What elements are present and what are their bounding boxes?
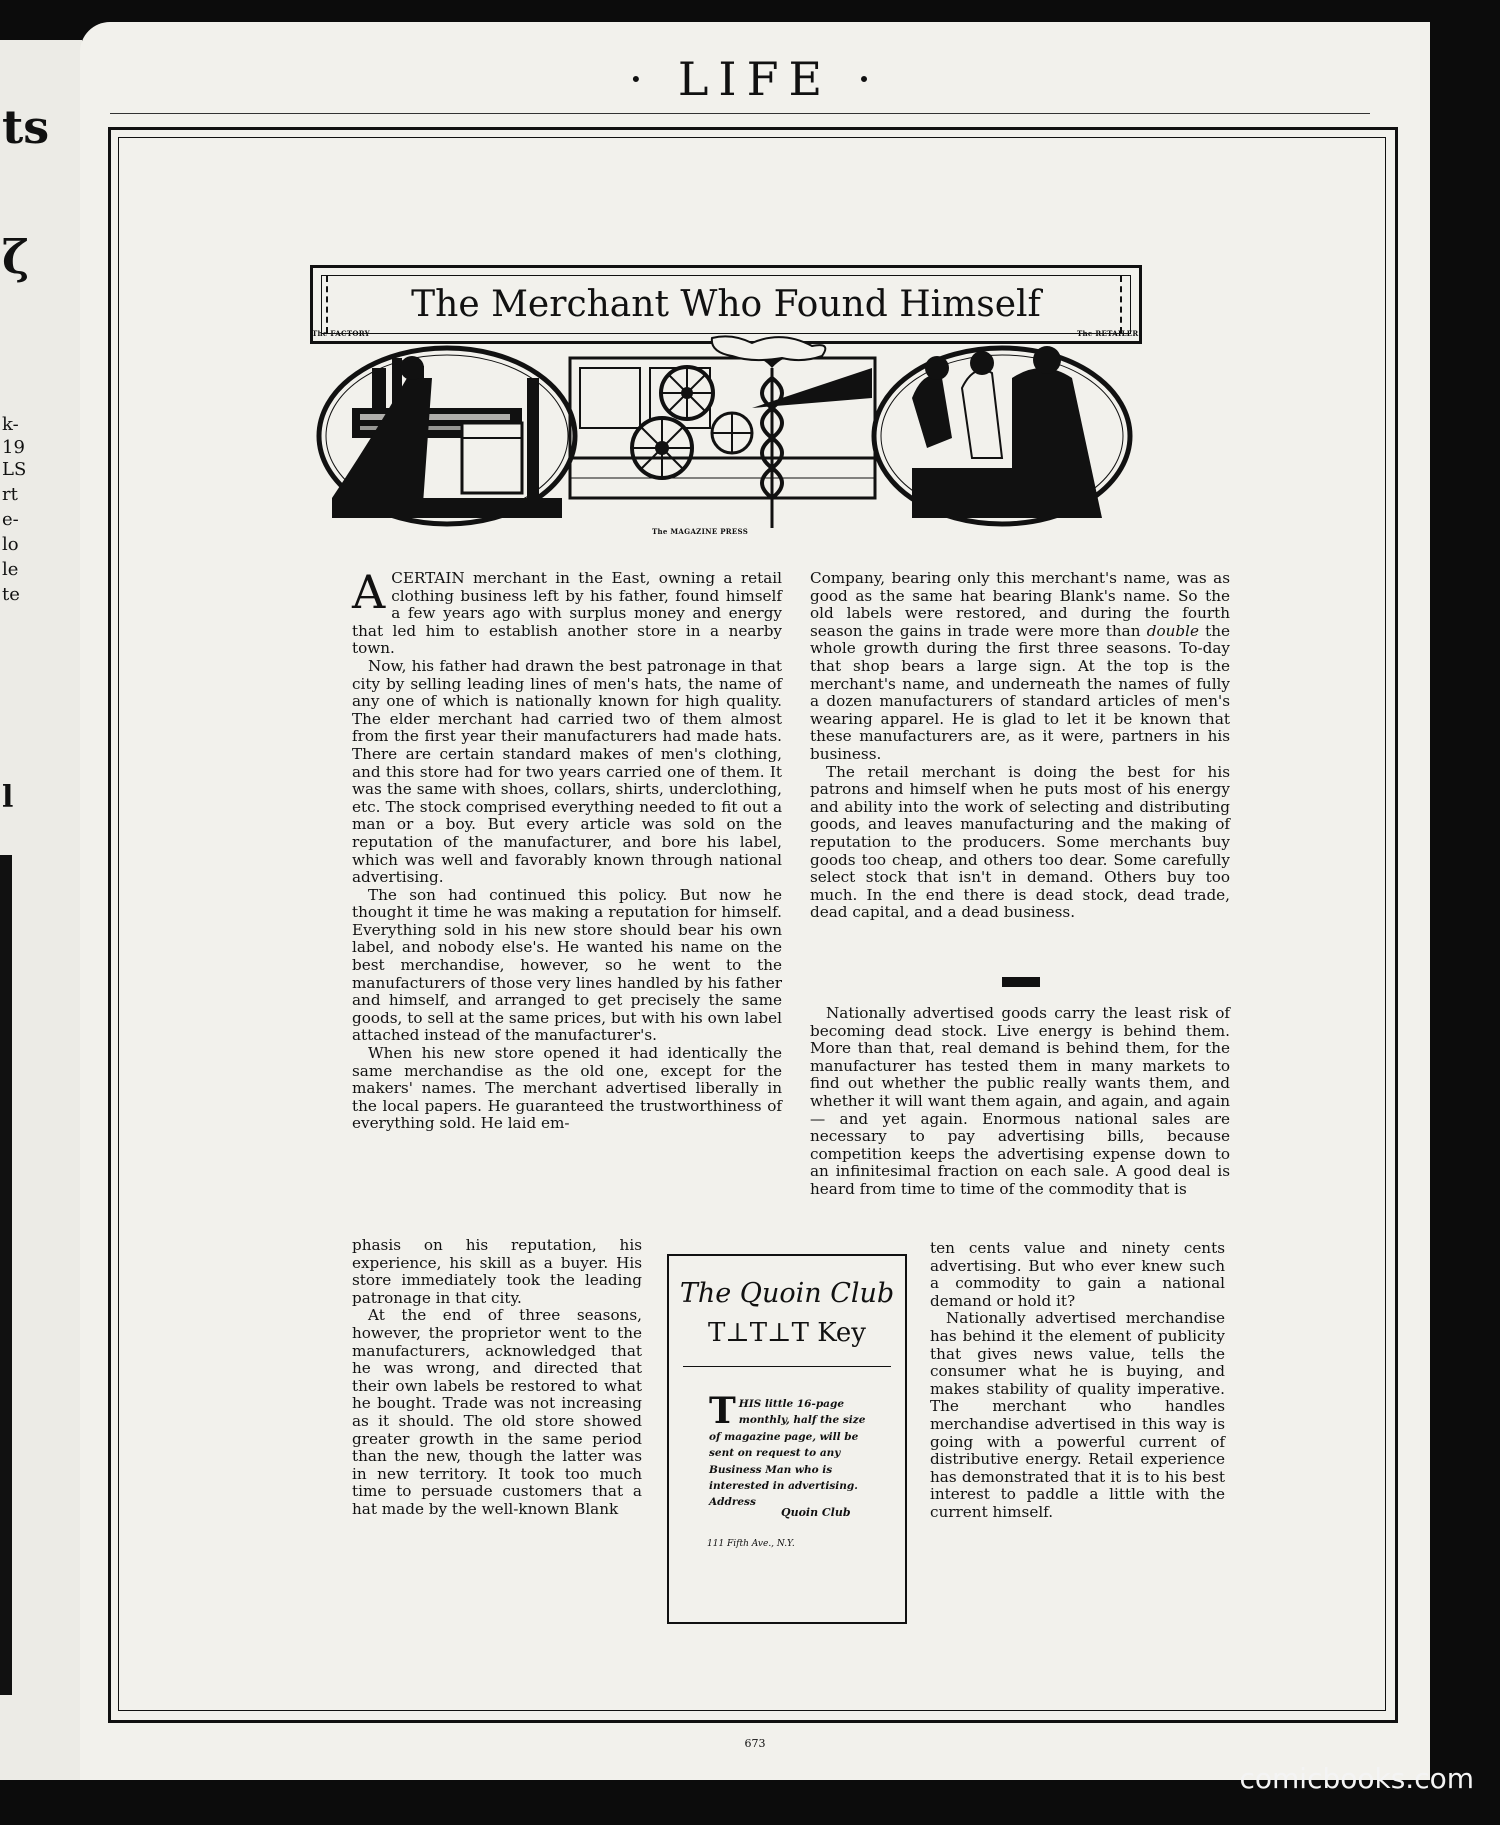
article-column-2: Company, bearing only this merchant's name, was as good as the same hat bearing Blank's name. So the old labels were restored, and during the fourth season the gains in trade were more than double the whole growth during the first three seasons. To-day that shop bears a large sign. At the top is the merchant's name, and underneath the names of fully a dozen manufacturers of standard articles of men's wearing apparel. He is glad to let it be known that these manufacturers are, as it were, partners in his business. The retail merchant is doing the best for his patrons and himself when he puts most of his energy and ability into the work of selecting and distributing goods, and leaves manufacturing and the making of reputation to the producers. Some merchants buy goods too cheap, and others too dear. Some carefully select stock that isn't in demand. Others buy too much. In the end there is dead stock, dead trade, dead capital, and a dead business. bbox=[810, 569, 1231, 922]
paragraph: ten cents value and ninety cents advertising. But who ever knew such a commodity to gain a national demand or hold it? bbox=[930, 1239, 1225, 1310]
caption-press: The MAGAZINE PRESS bbox=[652, 527, 749, 536]
paragraph: CERTAIN merchant in the East, owning a retail clothing business left by his father, found himself a few years ago with surplus money and energy that led him to establish another store in a nearby town. bbox=[352, 569, 782, 658]
paragraph: phasis on his reputation, his experience, his skill as a buyer. His store immediately took the leading patronage in that city. bbox=[352, 1236, 642, 1307]
left-page-fragment: lo bbox=[2, 534, 19, 555]
left-page-fragment: LS bbox=[2, 459, 27, 480]
left-page-fragment: l bbox=[2, 780, 14, 815]
left-page-fragment: rt bbox=[2, 484, 18, 505]
paragraph: Nationally advertised goods carry the least risk of becoming dead stock. Live energy is behind them. More than that, real demand is behind them, for the manufacturer has tested them in many markets to find out whether the public really wants them, and whether it will want them again, and again, and again — and yet again. Enormous national sales are necessary to pay advertising bills, because competition keeps the advertising expense down to an infinitesimal fraction on each sale. A good deal is heard from time to time of the commodity that is bbox=[810, 1004, 1230, 1198]
article-column-2-lower bbox=[930, 1240, 1225, 1522]
caption-retailer: The RETAILER bbox=[1077, 329, 1139, 338]
ad-drop-cap: T bbox=[709, 1390, 736, 1432]
emphasis: double bbox=[1146, 621, 1199, 640]
left-page-fragment: 19 bbox=[2, 437, 25, 458]
magazine-press bbox=[570, 336, 875, 528]
title-banner bbox=[310, 265, 1142, 344]
header-rule bbox=[110, 113, 1370, 114]
ad-key-logo: T⊥T⊥T Key bbox=[708, 1318, 866, 1348]
paragraph: The retail merchant is doing the best for his patrons and himself when he puts most of his energy and ability into the work of selecting and distributing goods, and leaves manufacturing and the making of reputation to the producers. Some merchants buy goods too cheap, and others too dear. Some carefully select stock that isn't in demand. Others buy too much. In the end there is dead stock, dead trade, dead capital, and a dead business. bbox=[810, 762, 1230, 922]
left-page-fragment: te bbox=[2, 584, 20, 605]
ad-title: The Quoin Club bbox=[679, 1278, 895, 1309]
paragraph: Now, his father had drawn the best patronage in that city by selling leading lines of men's hats, the name of any one of which is nationally known for high quality. The elder merchant had carried two of them almost from the first year their manufacturers had made hats. There are certain standard makes of men's clothing, and this store had for two years carried one of them. It was the same with shoes, collars, shirts, underclothing, etc. The stock comprised everything needed to fit out a man or a boy. But every article was sold on the reputation of the manufacturer, and bore his label, which was well and favorably known through national advertising. bbox=[352, 656, 782, 887]
ad-address: 111 Fifth Ave., N.Y. bbox=[707, 1539, 795, 1549]
left-page-black-box bbox=[0, 855, 12, 1695]
article-column-1 bbox=[352, 565, 782, 1133]
watermark: comicbooks.com bbox=[1239, 1762, 1474, 1795]
caption-factory: The FACTORY bbox=[312, 329, 370, 338]
paragraph: At the end of three seasons, however, the proprietor went to the manufacturers, acknowledged that he was wrong, and directed that their own labels be restored to what he bought. Trade was not increasing as it should. The old store showed greater growth in the same period than the new, though the latter was in new territory. It took too much time to persuade customers that a hat made by the well-known Blank bbox=[352, 1306, 642, 1518]
article-title: The Merchant Who Found Himself bbox=[411, 284, 1041, 325]
paragraph: When his new store opened it had identically the same merchandise as the old one, except for the makers' names. The merchant advertised liberally in the local papers. He guaranteed the trustworthiness of everything sold. He laid em- bbox=[352, 1044, 782, 1133]
quoin-club-ad bbox=[667, 1254, 907, 1624]
paragraph: The son had continued this policy. But now he thought it time he was making a reputation for himself. Everything sold in his new store should bear his own label, and nobody else's. He wanted his name on the best merchandise, however, so he went to the manufacturers of those very lines handled by his father and himself, and arranged to get precisely the same goods, to sell at the same prices, but with his own label attached instead of the manufacturer's. bbox=[352, 885, 782, 1045]
paragraph: Nationally advertised merchandise has behind it the element of publicity that gives news value, tells the consumer what he is buying, and makes stability of quality imperative. The merchant who handles merchandise advertised in this way is going with a powerful current of distributive energy. Retail experience has demonstrated that it is to his best interest to paddle a little with the current himself. bbox=[930, 1309, 1225, 1521]
left-page-edge bbox=[0, 40, 82, 1780]
masthead: · LIFE · bbox=[628, 52, 882, 106]
ad-signature: Quoin Club bbox=[781, 1506, 851, 1519]
section-ornament bbox=[1002, 977, 1040, 987]
article-column-2-middle bbox=[810, 1005, 1230, 1199]
ad-body: THIS little 16-page monthly, half the size of magazine page, will be sent on request to any Business Man who is interested in advertising. Address bbox=[709, 1390, 866, 1509]
left-page-fragment: le bbox=[2, 559, 19, 580]
drop-cap: A bbox=[352, 565, 386, 619]
left-page-fragment: k- bbox=[2, 414, 19, 435]
left-page-fragment: ts bbox=[2, 100, 50, 154]
left-page-fragment: ζ bbox=[2, 230, 30, 284]
page-number: 673 bbox=[744, 1737, 766, 1750]
article-column-1-lower bbox=[352, 1237, 642, 1519]
ad-rule bbox=[683, 1366, 891, 1367]
left-page-fragment: e- bbox=[2, 509, 19, 530]
magazine-page bbox=[80, 22, 1430, 1780]
header-illustration bbox=[312, 329, 1139, 546]
